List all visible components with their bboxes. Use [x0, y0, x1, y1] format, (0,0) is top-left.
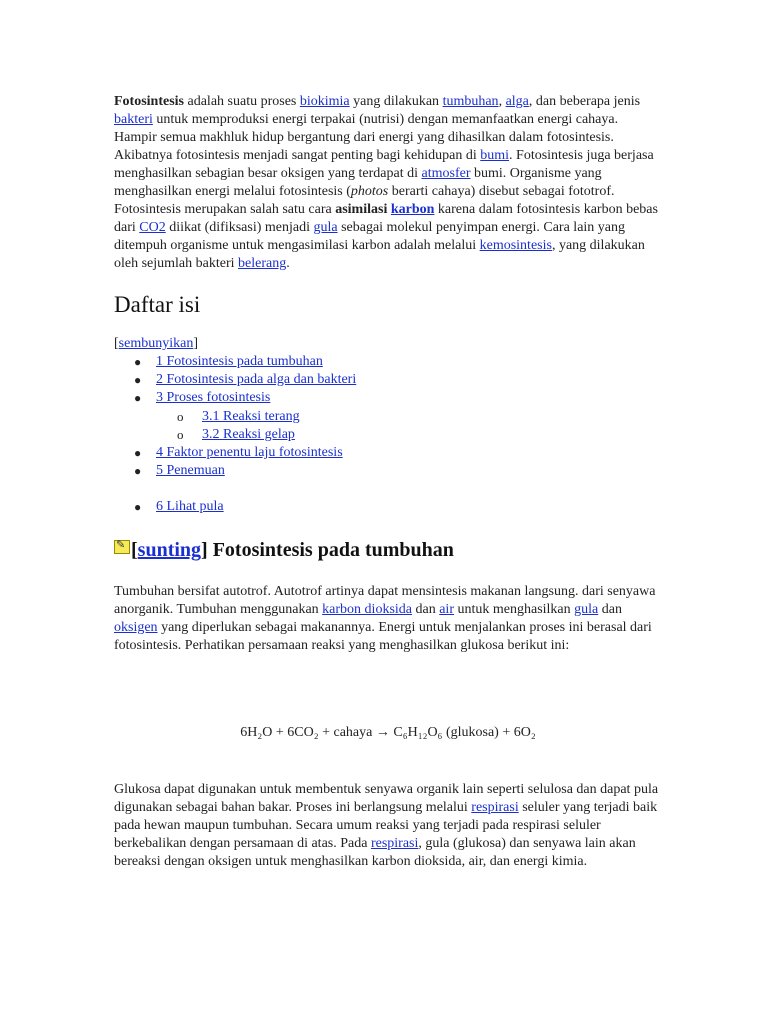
bracket: [ — [114, 336, 119, 351]
link-karbon-dioksida[interactable]: karbon dioksida — [322, 602, 412, 617]
text: . — [286, 256, 290, 271]
toc-link-3-1[interactable]: 3.1 Reaksi terang — [202, 408, 300, 424]
bracket: ] — [201, 539, 208, 561]
text: Tumbuhan bersifat autotrof. Autotrof artinya dapat mensintesis makanan langsung. dari senyawa anorganik. Tumbuhan menggunakan — [114, 584, 656, 617]
link-respirasi[interactable]: respirasi — [471, 800, 519, 815]
pencil-icon[interactable]: ✎ — [114, 540, 130, 554]
text: untuk memproduksi energi terpakai (nutrisi) dengan memanfaatkan energi cahaya. Hampir semua makhluk hidup bergantung dari energi yang dihasilkan dalam fotosintesis. Akibatnya fotosintesis menjadi sangat penting bagi kehidupan di — [114, 112, 619, 163]
link-biokimia[interactable]: biokimia — [299, 94, 350, 109]
toc-heading: Daftar isi — [114, 292, 201, 317]
text: adalah suatu proses — [184, 94, 300, 109]
sub-bullet-icon: o — [177, 426, 184, 442]
reaction-equation: 6H₂O + 6CO₂ + cahaya → C₆H₁₂O₆ (glukosa) + 6O₂ — [240, 725, 536, 740]
toc-list — [114, 353, 662, 517]
toc-link-2[interactable]: 2 Fotosintesis pada alga dan bakteri — [156, 372, 357, 388]
text: untuk menghasilkan — [453, 602, 575, 617]
toc-item — [114, 462, 662, 480]
toc-link-3[interactable]: 3 Proses fotosintesis — [156, 390, 271, 406]
link-air[interactable]: air — [439, 602, 454, 617]
table-of-contents — [114, 335, 662, 517]
toc-link-6[interactable]: 6 Lihat pula — [156, 499, 224, 515]
text: karena dalam fotosintesis karbon bebas dari — [114, 202, 658, 235]
bullet-icon: ● — [134, 445, 142, 460]
link-respirasi-2[interactable]: respirasi — [370, 836, 419, 851]
text: yang dilakukan — [349, 94, 443, 109]
text: yang diperlukan sebagai makanannya. Energi untuk menjalankan proses ini berasal dari fotosintesis. Perhatikan persamaan reaksi yang menghasilkan glukosa berikut ini: — [114, 620, 652, 653]
bullet-icon: ● — [134, 373, 142, 388]
link-bumi[interactable]: bumi — [480, 148, 510, 163]
bullet-icon: ● — [134, 464, 142, 479]
toc-toggle — [114, 335, 662, 353]
section-heading — [114, 539, 454, 562]
glukosa-paragraph — [114, 781, 662, 871]
toc-link-1[interactable]: 1 Fotosintesis pada tumbuhan — [156, 354, 323, 369]
toc-item — [114, 353, 662, 371]
text: berarti cahaya) disebut sebagai fototrof. Fotosintesis merupakan salah satu cara — [114, 184, 615, 217]
link-karbon[interactable]: karbon — [390, 202, 435, 217]
text: seluler yang terjadi baik pada hewan maupun tumbuhan. Secara umum reaksi yang terjadi pada respirasi seluler berkebalikan dengan persamaan di atas. Pada — [114, 800, 658, 851]
italic-term: photos — [350, 184, 389, 199]
text: , dan beberapa jenis — [528, 94, 641, 109]
text: Glukosa dapat digunakan untuk membentuk senyawa organik lain seperti selulosa dan dapat pula digunakan sebagai bahan bakar. Proses ini berlangsung melalui — [114, 782, 659, 815]
toc-item — [114, 389, 662, 407]
bold-term: Fotosintesis — [114, 94, 184, 109]
toc-subitem — [114, 426, 662, 444]
text: diikat (difiksasi) menjadi — [165, 220, 314, 235]
text: bumi. Organisme yang menghasilkan energi melalui fotosintesis ( — [114, 166, 602, 199]
text: , — [498, 94, 506, 109]
text: , yang dilakukan oleh sejumlah bakteri — [114, 238, 645, 271]
text: dan — [598, 602, 622, 617]
link-alga[interactable]: alga — [505, 94, 529, 109]
autotrof-paragraph — [114, 583, 662, 655]
toc-hide-link[interactable]: sembunyikan — [118, 336, 194, 351]
sub-bullet-icon: o — [177, 408, 184, 424]
link-co2[interactable]: CO2 — [139, 220, 166, 235]
text: sebagai molekul penyimpan energi. Cara lain yang ditempuh organisme untuk mengasimilasi karbon adalah melalui — [114, 220, 626, 253]
toc-link-4[interactable]: 4 Faktor penentu laju fotosintesis — [156, 444, 343, 460]
toc-item — [114, 371, 662, 389]
text: , gula (glukosa) dan senyawa lain akan bereaksi dengan oksigen untuk menghasilkan karbon dioksida, air, dan energi kimia. — [114, 836, 636, 869]
text: dan — [412, 602, 440, 617]
bracket: [ — [131, 539, 138, 561]
text: . Fotosintesis juga berjasa menghasilkan sebagian besar oksigen yang terdapat di — [114, 148, 654, 181]
section-title: Fotosintesis pada tumbuhan — [207, 539, 454, 561]
toc-link-5[interactable]: 5 Penemuan — [156, 463, 225, 479]
link-oksigen[interactable]: oksigen — [114, 620, 158, 635]
intro-paragraph — [114, 93, 662, 273]
bracket: ] — [193, 336, 198, 351]
toc-item — [114, 498, 662, 516]
bullet-icon: ● — [134, 355, 142, 369]
toc-link-3-2[interactable]: 3.2 Reaksi gelap — [202, 426, 295, 442]
link-gula[interactable]: gula — [313, 220, 338, 235]
toc-subitem — [114, 408, 662, 426]
toc-item — [114, 444, 662, 462]
edit-section-link[interactable]: sunting — [137, 539, 202, 561]
bold-term: asimilasi — [335, 202, 388, 217]
link-atmosfer[interactable]: atmosfer — [421, 166, 471, 181]
bullet-icon: ● — [134, 500, 142, 515]
link-tumbuhan[interactable]: tumbuhan — [442, 94, 499, 109]
bullet-icon: ● — [134, 391, 142, 406]
link-gula[interactable]: gula — [574, 602, 599, 617]
link-kemosintesis[interactable]: kemosintesis — [479, 238, 552, 253]
link-bakteri[interactable]: bakteri — [114, 112, 153, 127]
link-belerang[interactable]: belerang — [238, 256, 287, 271]
